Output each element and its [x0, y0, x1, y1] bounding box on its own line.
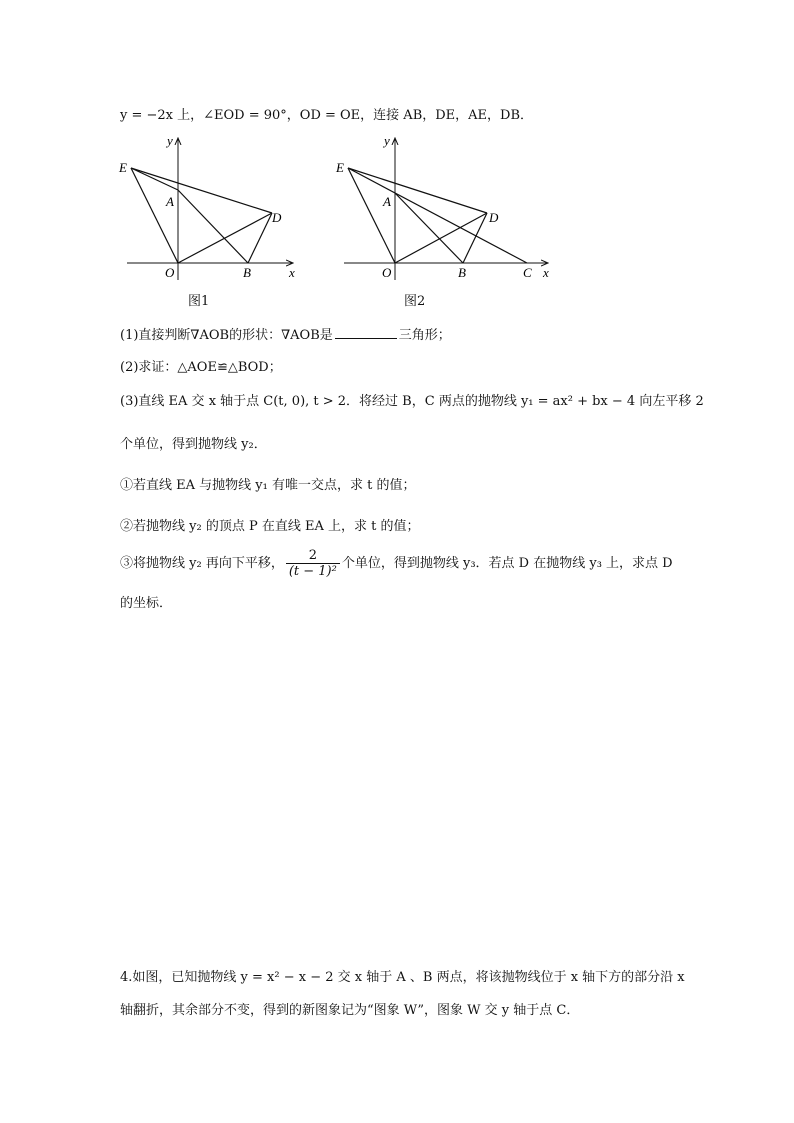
- label-a: A: [383, 194, 391, 209]
- problem-4-line-1: 4.如图，已知抛物线 y = x² − x − 2 交 x 轴于 A 、B 两点，将该抛物线位于 x 轴下方的部分沿 x: [120, 970, 685, 985]
- label-a: A: [166, 194, 174, 209]
- sub-question-3-line-2: 的坐标．: [120, 596, 173, 611]
- label-d: D: [489, 210, 499, 225]
- segment-ed: [131, 168, 272, 213]
- figure-1: [115, 130, 315, 290]
- sub-question-2: ②若抛物线 y₂ 的顶点 P 在直线 EA 上，求 t 的值；: [120, 519, 420, 534]
- figure-1-diagram: [115, 130, 315, 290]
- intro-line: y = −2x 上，∠EOD = 90°，OD = OE，连接 AB，DE，AE，DB．: [120, 108, 534, 123]
- question-1-text: (1)直接判断∇AOB的形状：∇AOB是: [120, 328, 333, 343]
- segment-ab: [178, 190, 248, 263]
- label-x: x: [543, 265, 549, 280]
- sub-question-3: [120, 548, 673, 579]
- figure-2: [330, 130, 560, 290]
- segment-ed: [348, 168, 487, 213]
- question-3-line-1: (3)直线 EA 交 x 轴于点 C(t, 0), t > 2．将经过 B，C 两点的抛物线 y₁ = ax² + bx − 4 向左平移 2: [120, 394, 704, 409]
- label-d: D: [272, 210, 282, 225]
- segment-od: [178, 213, 272, 263]
- fraction-numerator: 2: [286, 548, 340, 564]
- question-1-suffix: 三角形；: [398, 328, 451, 343]
- fraction: [286, 548, 340, 579]
- label-e: E: [119, 160, 127, 175]
- label-y: y: [384, 133, 390, 148]
- answer-blank[interactable]: [335, 326, 397, 339]
- question-3-line-2: 个单位，得到抛物线 y₂．: [120, 437, 267, 452]
- sub-question-3-text-b: 个单位，得到抛物线 y₃．若点 D 在抛物线 y₃ 上，求点 D: [341, 556, 673, 571]
- label-c: C: [523, 265, 532, 280]
- segment-eo: [131, 168, 178, 263]
- segment-eo: [348, 168, 395, 263]
- question-1: [120, 324, 451, 343]
- sub-question-1: ①若直线 EA 与抛物线 y₁ 有唯一交点，求 t 的值；: [120, 478, 416, 493]
- segment-ab: [395, 193, 463, 263]
- segment-od: [395, 213, 487, 263]
- figure-2-caption: 图2: [404, 294, 426, 309]
- label-e: E: [336, 160, 344, 175]
- segment-db: [248, 213, 272, 263]
- problem-4-line-2: 轴翻折，其余部分不变，得到的新图象记为“图象 W”，图象 W 交 y 轴于点 C．: [120, 1003, 580, 1018]
- figure-2-diagram: [330, 130, 560, 290]
- label-b: B: [458, 265, 466, 280]
- label-b: B: [243, 265, 251, 280]
- figure-1-caption: 图1: [188, 294, 210, 309]
- segment-db: [463, 213, 487, 263]
- label-y: y: [167, 133, 173, 148]
- label-o: O: [165, 265, 175, 280]
- fraction-denominator: (t − 1)²: [288, 564, 337, 579]
- sub-question-3-text-a: ③将抛物线 y₂ 再向下平移，: [120, 556, 284, 571]
- question-2: (2)求证：△AOE≌△BOD；: [120, 360, 282, 375]
- label-o: O: [382, 265, 392, 280]
- segment-ec: [348, 168, 527, 263]
- segment-ea: [131, 168, 178, 190]
- label-x: x: [289, 265, 295, 280]
